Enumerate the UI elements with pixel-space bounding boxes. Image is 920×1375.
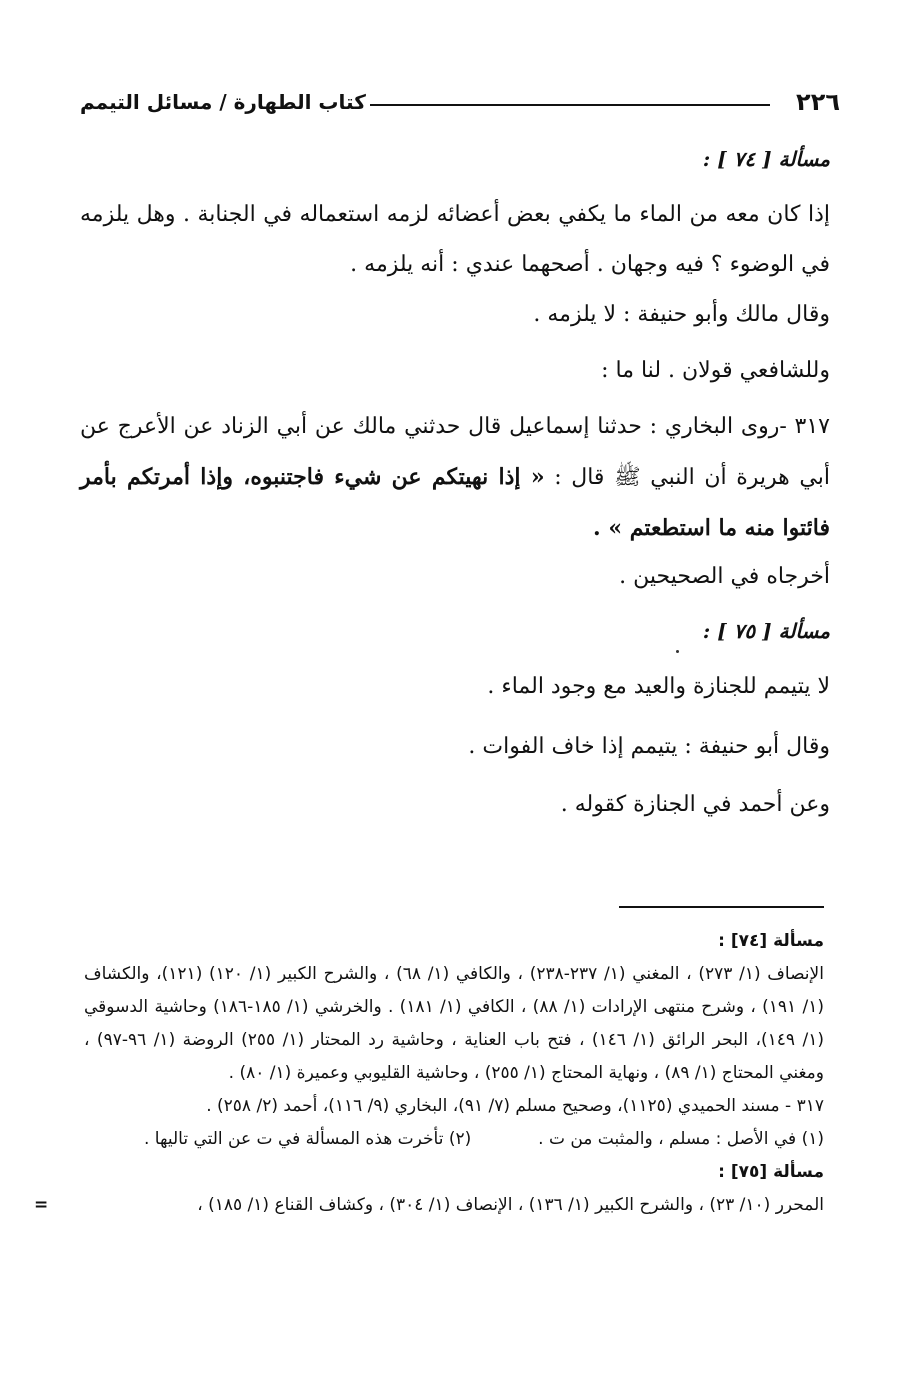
- page-number: ٢٢٦: [796, 88, 840, 116]
- footnote-rule: [619, 906, 824, 908]
- footnote-note-2: (٢) تأخرت هذه المسألة في ت عن التي تاليها .: [144, 1129, 472, 1149]
- paragraph-8: وعن أحمد في الجنازة كقوله .: [560, 792, 830, 817]
- issue-75-heading: [80, 606, 830, 657]
- stray-mark: [676, 650, 679, 653]
- footnote-notes-row: [144, 1123, 824, 1156]
- footnote-note-1: (١) في الأصل : مسلم ، والمثبت من ت .: [538, 1129, 824, 1149]
- footnote-317: ٣١٧ - مسند الحميدي (١١٢٥)، وصحيح مسلم (٧/ ٩١)، البخاري (٩/ ١١٦)، أحمد (٢/ ٢٥٨) .: [206, 1096, 824, 1116]
- footnote-75-line: [34, 1189, 824, 1222]
- continuation-mark: =: [34, 1195, 49, 1215]
- issue-74-heading-text: مسألة [ ٧٤ ] :: [702, 147, 830, 171]
- paragraph-7: وقال أبو حنيفة : يتيمم إذا خاف الفوات .: [468, 734, 830, 759]
- hadith-text: « إذا نهيتكم عن شيء فاجتنبوه، وإذا أمرتكم بأمر فائتوا منه ما استطعتم » .: [80, 464, 830, 541]
- footnote-74-text: الإنصاف (١/ ٢٧٣) ، المغني (١/ ٢٣٧-٢٣٨) ، والكافي (١/ ٦٨) ، والشرح الكبير (١/ ١٢٠) (١٢١)، والكشاف (١/ ١٩١) ، وشرح منتهى الإرادات (١/ ٨٨) ، الكافي (١/ ١٨١) . والخرشي (١/ ١٨٥-١٨٦) وحاشية الدسوقي (١/ ١٤٩)، البحر الرائق (١/ ١٤٦) ، فتح باب العناية ، وحاشية رد المحتار (١/ ٢٥٥) الروضة (١/ ٩٦-٩٧) ، ومغني المحتاج (١/ ٨٩) ، ونهاية المحتاج (١/ ٢٥٥) ، وحاشية القليوبي وعميرة (١/ ٨٠) .: [84, 964, 825, 1083]
- footnote-74-heading: مسألة [٧٤] :: [718, 931, 824, 951]
- paragraph-2: وقال مالك وأبو حنيفة : لا يلزمه .: [533, 302, 830, 327]
- issue-75-heading-text: مسألة [ ٧٥ ] :: [702, 619, 830, 643]
- footnote-75-heading: مسألة [٧٥] :: [718, 1162, 824, 1182]
- paragraph-3: وللشافعي قولان . لنا ما :: [601, 358, 830, 383]
- footnotes: [34, 925, 825, 1222]
- hadith-chain: ٣١٧ -روى البخاري : حدثنا إسماعيل قال حدثني مالك عن أبي الزناد عن الأعرج عن أبي هريرة أن النبي ﷺ قال :: [80, 414, 830, 490]
- paragraph-4: [80, 402, 830, 554]
- running-title: كتاب الطهارة / مسائل التيمم: [80, 90, 366, 114]
- header-rule: [370, 104, 770, 106]
- paragraph-5: أخرجاه في الصحيحين .: [619, 564, 830, 589]
- paragraph-1: إذا كان معه من الماء ما يكفي بعض أعضائه لزمه استعماله في الجنابة . وهل يلزمه في الوضوء ؟ فيه وجهان . أصحهما عندي : أنه يلزمه .: [80, 202, 830, 277]
- issue-74-heading: [80, 134, 830, 185]
- page-header: [80, 86, 840, 126]
- footnote-75-text: المحرر (١٠/ ٢٣) ، والشرح الكبير (١/ ١٣٦) ، الإنصاف (١/ ٣٠٤) ، وكشاف القناع (١/ ١٨٥) ،: [197, 1195, 824, 1215]
- paragraph-6: لا يتيمم للجنازة والعيد مع وجود الماء .: [487, 674, 830, 699]
